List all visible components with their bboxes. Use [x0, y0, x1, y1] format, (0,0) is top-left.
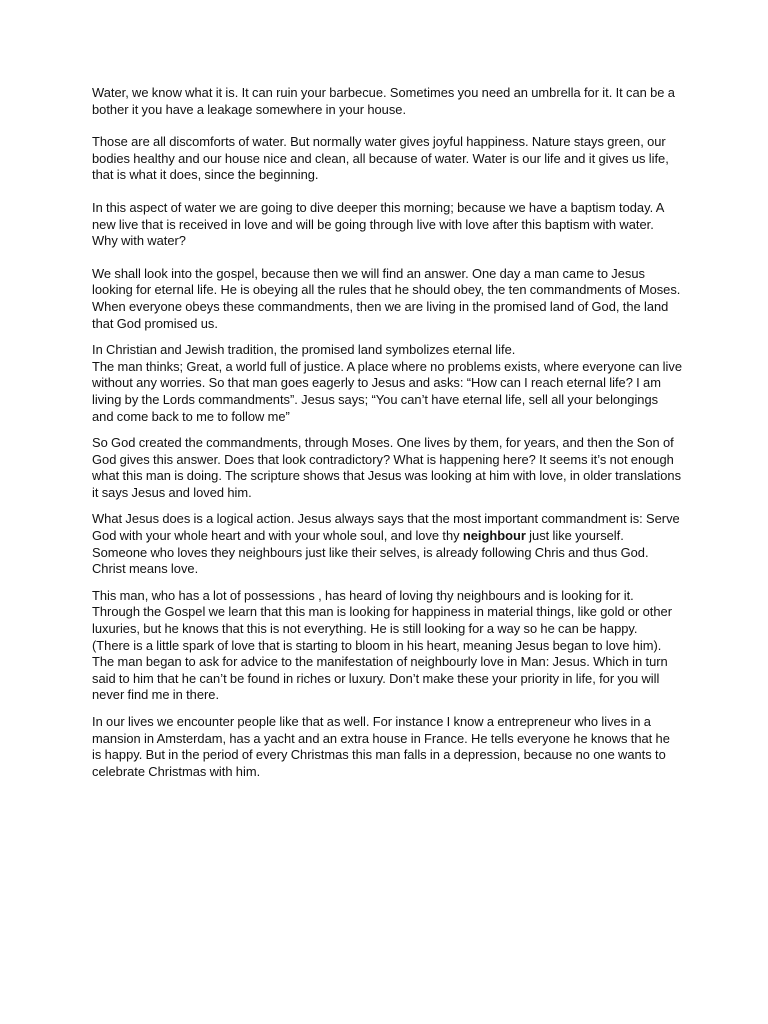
- paragraph-8: So God created the commandments, through Moses. One lives by them, for years, and then the Son of God gives this answer. Does that look contradictory? What is happening here? It seems it’s not enough what this man is doing. The scripture shows that Jesus was looking at him with love, in older translations it says Jesus and loved him.: [92, 435, 682, 500]
- document-page: [92, 85, 682, 780]
- paragraph-7: The man thinks; Great, a world full of justice. A place where no problems exists, where everyone can live without any worries. So that man goes eagerly to Jesus and asks: “How can I reach eternal life? I am living by the Lords commandments”. Jesus says; “You can’t have eternal life, sell all your belongings and come back to me to follow me”: [92, 358, 683, 424]
- paragraph-2: Those are all discomforts of water. But normally water gives joyful happiness. Nature stays green, our bodies healthy and our house nice and clean, all because of water. Water is our life and it gives us life, that is what it does, since the beginning.: [92, 134, 669, 183]
- paragraph-1: Water, we know what it is. It can ruin your barbecue. Sometimes you need an umbrella for it. It can be a bother it you have a leakage somewhere in your house.: [92, 85, 675, 117]
- paragraph-9-text-before: What Jesus does is a logical action. Jesus always says that the most important commandment is: Serve God with your whole heart and with your whole soul, and love thy: [92, 511, 680, 544]
- paragraph-11: (There is a little spark of love that is starting to bloom in his heart, meaning Jesus began to love him). The man began to ask for advice to the manifestation of neighbourly love in Man: Jesus. Which in turn said to him that he can’t be found in riches or luxury. Don’t make these your priority in life, for you will never find me in there.: [92, 637, 668, 703]
- paragraph-6: In Christian and Jewish tradition, the promised land symbolizes eternal life.: [92, 342, 516, 358]
- paragraph-4: We shall look into the gospel, because then we will find an answer. One day a man came to Jesus looking for eternal life. He is obeying all the rules that he should obey, the ten commandments of Moses.: [92, 265, 681, 298]
- paragraph-9-text-after: just like yourself. Someone who loves they neighbours just like their selves, is already following Chris and thus God. Christ means love.: [92, 528, 649, 577]
- paragraph-3: In this aspect of water we are going to dive deeper this morning; because we have a baptism today. A new live that is received in love and will be going through live with love after this baptism with water. Why with water?: [92, 199, 664, 249]
- paragraph-9-bold-word: neighbour: [462, 528, 526, 544]
- paragraph-10: This man, who has a lot of possessions , has heard of loving thy neighbours and is looking for it. Through the Gospel we learn that this man is looking for happiness in material things, like gold or other luxuries, but he knows that this is not everything. He is still looking for a way so he can be happy.: [92, 587, 673, 637]
- paragraph-9: [92, 511, 682, 577]
- paragraph-5: When everyone obeys these commandments, then we are living in the promised land of God, the land that God promised us.: [92, 298, 669, 331]
- paragraph-12: In our lives we encounter people like that as well. For instance I know a entrepreneur who lives in a mansion in Amsterdam, has a yacht and an extra house in France. He tells everyone he knows that he is happy. But in the period of every Christmas this man falls in a depression, because no one wants to celebrate Christmas with him.: [92, 714, 670, 779]
